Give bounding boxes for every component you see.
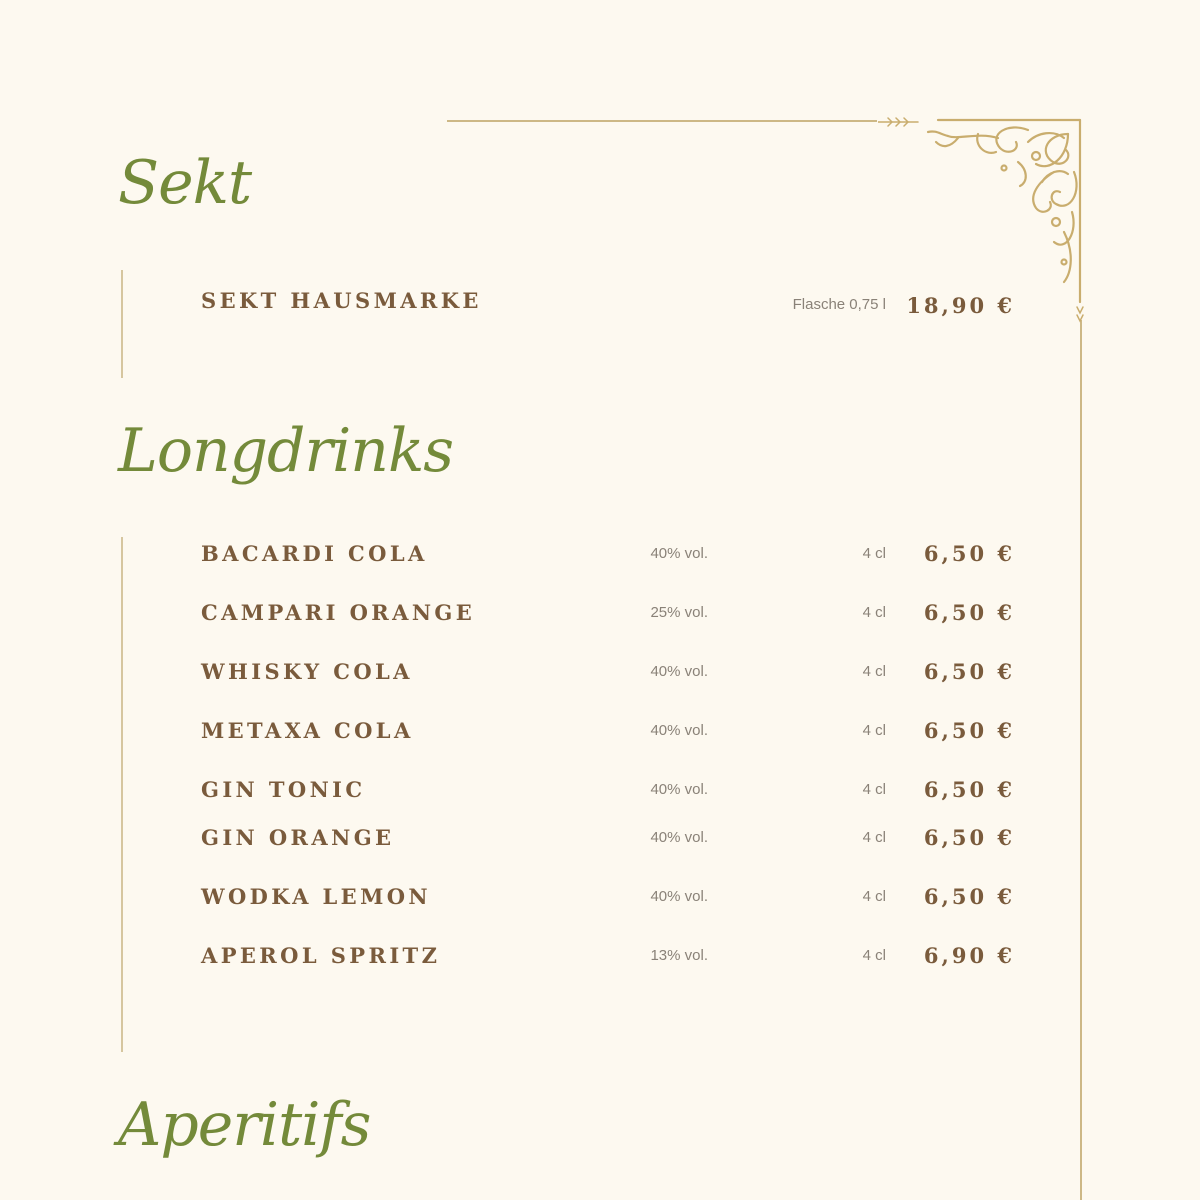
item-price: 18,90 € bbox=[906, 293, 1015, 318]
item-volume: 40% vol. bbox=[650, 781, 708, 798]
item-size: 4 cl bbox=[862, 829, 886, 846]
item-name: GIN TONIC bbox=[201, 777, 366, 802]
menu-item bbox=[0, 541, 1200, 571]
section-title-longdrinks: Longdrinks bbox=[118, 416, 454, 486]
item-size: 4 cl bbox=[862, 545, 886, 562]
item-name: METAXA COLA bbox=[201, 718, 414, 743]
menu-item bbox=[0, 777, 1200, 807]
item-name: BACARDI COLA bbox=[201, 541, 428, 566]
item-volume: 40% vol. bbox=[650, 545, 708, 562]
menu-item bbox=[0, 825, 1200, 855]
item-size: Flasche 0,75 l bbox=[792, 296, 886, 313]
item-size: 4 cl bbox=[862, 722, 886, 739]
item-name: CAMPARI ORANGE bbox=[201, 600, 476, 625]
item-price: 6,50 € bbox=[923, 825, 1015, 850]
item-price: 6,90 € bbox=[923, 943, 1015, 968]
item-size: 4 cl bbox=[862, 888, 886, 905]
item-name: SEKT HAUSMARKE bbox=[201, 288, 482, 313]
item-volume: 40% vol. bbox=[650, 888, 708, 905]
section-title-sekt: Sekt bbox=[118, 148, 252, 218]
item-name: WODKA LEMON bbox=[201, 884, 431, 909]
item-name: GIN ORANGE bbox=[201, 825, 395, 850]
item-volume: 40% vol. bbox=[650, 829, 708, 846]
item-volume: 40% vol. bbox=[650, 663, 708, 680]
frame-right-line bbox=[1080, 320, 1082, 1200]
item-price: 6,50 € bbox=[923, 718, 1015, 743]
item-price: 6,50 € bbox=[923, 659, 1015, 684]
menu-item bbox=[0, 659, 1200, 689]
menu-item bbox=[0, 943, 1200, 973]
item-size: 4 cl bbox=[862, 947, 886, 964]
item-size: 4 cl bbox=[862, 663, 886, 680]
frame-top-line bbox=[447, 120, 877, 122]
menu-item bbox=[0, 600, 1200, 630]
menu-item bbox=[0, 288, 1200, 318]
item-name: APEROL SPRITZ bbox=[201, 943, 441, 968]
item-size: 4 cl bbox=[862, 781, 886, 798]
item-price: 6,50 € bbox=[923, 600, 1015, 625]
item-volume: 13% vol. bbox=[650, 947, 708, 964]
menu-item bbox=[0, 718, 1200, 748]
item-name: WHISKY COLA bbox=[201, 659, 413, 684]
item-price: 6,50 € bbox=[923, 777, 1015, 802]
item-volume: 25% vol. bbox=[650, 604, 708, 621]
item-volume: 40% vol. bbox=[650, 722, 708, 739]
item-size: 4 cl bbox=[862, 604, 886, 621]
item-price: 6,50 € bbox=[923, 884, 1015, 909]
section-title-aperitifs: Aperitifs bbox=[118, 1090, 371, 1160]
section-divider-sekt bbox=[121, 270, 123, 378]
item-price: 6,50 € bbox=[923, 541, 1015, 566]
menu-item bbox=[0, 884, 1200, 914]
